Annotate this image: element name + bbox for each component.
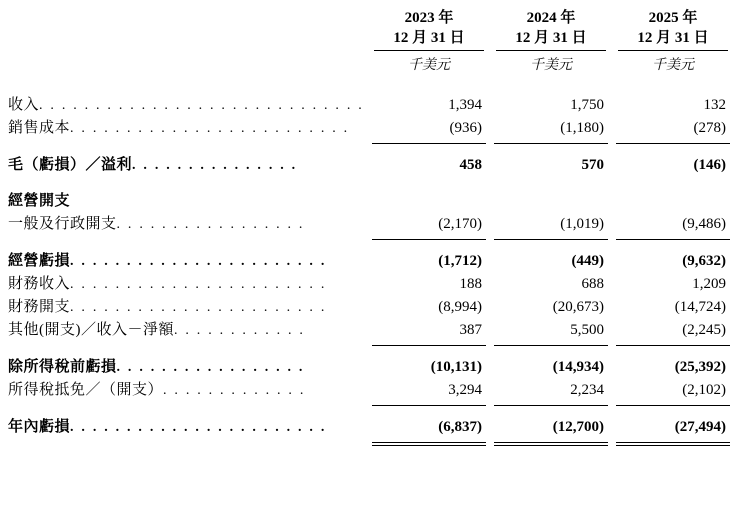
column-header-date: 12 月 31 日 bbox=[637, 30, 709, 46]
row-value-2023: 1,394 bbox=[448, 97, 482, 113]
row-value-2024: (20,673) bbox=[552, 299, 604, 315]
column-header-2023 bbox=[368, 8, 490, 53]
row-value-2023: 387 bbox=[459, 322, 482, 338]
header-underline bbox=[374, 50, 484, 51]
spacer-row bbox=[8, 349, 734, 356]
table-row bbox=[8, 356, 734, 379]
row-label bbox=[8, 379, 368, 402]
row-label bbox=[8, 273, 368, 296]
row-value-2025: (9,486) bbox=[682, 216, 726, 232]
row-value-2025: (146) bbox=[693, 157, 726, 173]
leader-dots: . . . . . . . . . . . . . . . . . . . . . . . . . . . . . bbox=[39, 98, 364, 113]
row-value-2023: (1,712) bbox=[438, 253, 482, 269]
subtotal-rule bbox=[8, 140, 734, 147]
row-value-2025: (25,392) bbox=[674, 359, 726, 375]
row-value-2024: 688 bbox=[581, 276, 604, 292]
row-label bbox=[8, 117, 368, 140]
row-value-2023: (2,170) bbox=[438, 216, 482, 232]
row-value-2025: (27,494) bbox=[674, 419, 726, 435]
row-value-2024: (449) bbox=[571, 253, 604, 269]
row-value-2023: (936) bbox=[449, 120, 482, 136]
row-value-2025: (2,245) bbox=[682, 322, 726, 338]
row-value-2024: 1,750 bbox=[570, 97, 604, 113]
table-row bbox=[8, 319, 734, 342]
unit-row bbox=[8, 53, 734, 81]
leader-dots: . . . . . . . . . . . . . . . . . . . . . . . bbox=[70, 277, 327, 292]
subtotal-rule bbox=[8, 236, 734, 243]
spacer-row bbox=[8, 81, 734, 94]
header-underline bbox=[618, 50, 728, 51]
leader-dots: . . . . . . . . . . . . . . . bbox=[132, 158, 298, 173]
row-value-2024: (14,934) bbox=[552, 359, 604, 375]
row-value-2024: 570 bbox=[581, 157, 604, 173]
row-value-2023: 188 bbox=[459, 276, 482, 292]
row-value-2024: 2,234 bbox=[570, 382, 604, 398]
row-value-2025: (278) bbox=[693, 120, 726, 136]
spacer-row bbox=[8, 147, 734, 154]
row-label bbox=[8, 190, 368, 213]
row-label-text: 財務開支 bbox=[8, 299, 71, 315]
subtotal-rule bbox=[8, 402, 734, 409]
spacer-row bbox=[8, 177, 734, 190]
row-value-2025 bbox=[612, 190, 734, 213]
row-value-2025: 1,209 bbox=[692, 276, 726, 292]
row-label bbox=[8, 213, 368, 236]
unit-2024: 千美元 bbox=[530, 58, 572, 73]
row-label-text: 經營虧損 bbox=[8, 253, 71, 269]
row-value-2025: (14,724) bbox=[674, 299, 726, 315]
row-label-text: 其他(開支)／收入－淨額 bbox=[8, 322, 174, 338]
table-row bbox=[8, 296, 734, 319]
leader-dots: . . . . . . . . . . . . . bbox=[163, 383, 306, 398]
row-label bbox=[8, 296, 368, 319]
row-label-text: 收入 bbox=[8, 97, 40, 113]
column-header-year: 2023 年 bbox=[404, 10, 454, 26]
row-value-2023: (6,837) bbox=[438, 419, 482, 435]
unit-blank-cell bbox=[8, 53, 368, 81]
table-row bbox=[8, 117, 734, 140]
spacer-row bbox=[8, 243, 734, 250]
leader-dots: . . . . . . . . . . . . bbox=[174, 323, 306, 338]
row-label bbox=[8, 94, 368, 117]
row-label bbox=[8, 319, 368, 342]
table-row bbox=[8, 94, 734, 117]
row-value-2025: (2,102) bbox=[682, 382, 726, 398]
table-row bbox=[8, 213, 734, 236]
column-header-2024 bbox=[490, 8, 612, 53]
table-row bbox=[8, 250, 734, 273]
row-label bbox=[8, 250, 368, 273]
leader-dots: . . . . . . . . . . . . . . . . . . . . . . . bbox=[70, 254, 327, 269]
row-value-2024: (1,019) bbox=[560, 216, 604, 232]
column-header-date: 12 月 31 日 bbox=[515, 30, 587, 46]
spacer-row bbox=[8, 409, 734, 416]
column-header-2025 bbox=[612, 8, 734, 53]
row-label-text: 銷售成本 bbox=[8, 120, 71, 136]
subtotal-rule bbox=[8, 342, 734, 349]
leader-dots: . . . . . . . . . . . . . . . . . . . . . . . bbox=[70, 420, 327, 435]
table-row bbox=[8, 416, 734, 439]
row-value-2024: 5,500 bbox=[570, 322, 604, 338]
row-value-2025: (9,632) bbox=[682, 253, 726, 269]
header-underline bbox=[496, 50, 606, 51]
row-value-2024 bbox=[490, 190, 612, 213]
table-row bbox=[8, 379, 734, 402]
header-blank-cell bbox=[8, 8, 368, 53]
row-value-2023: (8,994) bbox=[438, 299, 482, 315]
table-section-heading bbox=[8, 190, 734, 213]
row-label bbox=[8, 356, 368, 379]
column-header-date: 12 月 31 日 bbox=[393, 30, 465, 46]
row-value-2023: 3,294 bbox=[448, 382, 482, 398]
row-value-2023: 458 bbox=[459, 157, 482, 173]
leader-dots: . . . . . . . . . . . . . . . . . . . . . . . . . bbox=[70, 121, 350, 136]
total-double-rule bbox=[8, 439, 734, 446]
row-value-2023 bbox=[368, 190, 490, 213]
unit-2023: 千美元 bbox=[408, 58, 450, 73]
row-label-text: 年內虧損 bbox=[8, 419, 71, 435]
row-label-text: 毛（虧損）／溢利 bbox=[8, 157, 133, 173]
unit-2025: 千美元 bbox=[652, 58, 694, 73]
row-label bbox=[8, 154, 368, 177]
row-value-2024: (12,700) bbox=[552, 419, 604, 435]
row-label-text: 一般及行政開支 bbox=[8, 216, 117, 232]
leader-dots: . . . . . . . . . . . . . . . . . bbox=[116, 217, 305, 232]
row-label-text: 經營開支 bbox=[8, 193, 71, 209]
table-header-row bbox=[8, 8, 734, 53]
row-label-text: 財務收入 bbox=[8, 276, 71, 292]
column-header-year: 2024 年 bbox=[526, 10, 576, 26]
table-row bbox=[8, 273, 734, 296]
row-label-text: 所得稅抵免／（開支） bbox=[8, 382, 164, 398]
row-value-2024: (1,180) bbox=[560, 120, 604, 136]
row-label bbox=[8, 416, 368, 439]
column-header-year: 2025 年 bbox=[648, 10, 698, 26]
table-row bbox=[8, 154, 734, 177]
leader-dots: . . . . . . . . . . . . . . . . . bbox=[116, 360, 305, 375]
row-label-text: 除所得稅前虧損 bbox=[8, 359, 117, 375]
leader-dots: . . . . . . . . . . . . . . . . . . . . . . . bbox=[70, 300, 327, 315]
row-value-2025: 132 bbox=[703, 97, 726, 113]
income-statement-table bbox=[8, 8, 734, 446]
row-value-2023: (10,131) bbox=[430, 359, 482, 375]
